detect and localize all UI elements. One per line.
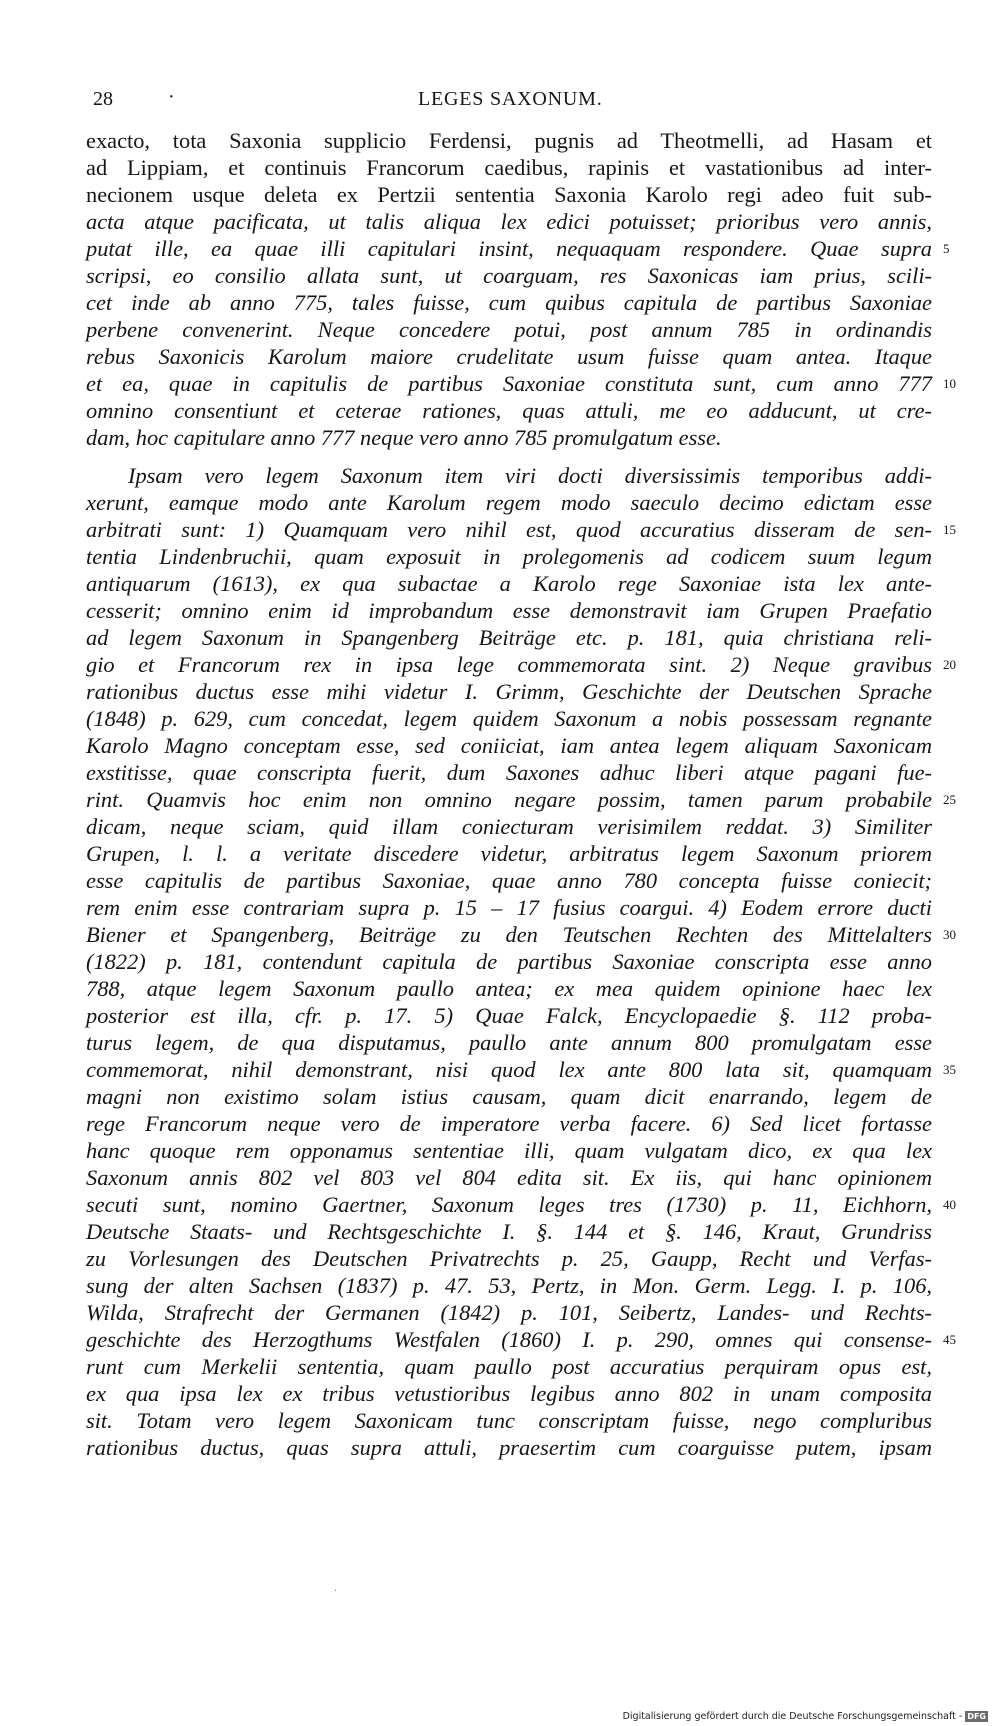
text-line: cet inde ab anno 775, tales fuisse, cum quibus capitula de partibus Saxoniae [86, 290, 932, 315]
text-line: Grupen, l. l. a veritate discedere videtur, arbitratus legem Saxonum priorem [86, 841, 932, 866]
text-line: sung der alten Sachsen (1837) p. 47. 53, Pertz, in Mon. Germ. Legg. I. p. 106, [86, 1273, 932, 1298]
dfg-logo: DFG [967, 1712, 986, 1721]
text-line: runt cum Merkelii sententia, quam paullo post accuratius perquiram opus est, [86, 1354, 932, 1379]
text-line: secuti sunt, nomino Gaertner, Saxonum leges tres (1730) p. 11, Eichhorn, [86, 1192, 932, 1217]
text-line: et ea, quae in capitulis de partibus Saxoniae constituta sunt, cum anno 777 [86, 371, 932, 396]
text-line: Ipsam vero legem Saxonum item viri docti diversissimis temporibus addi- [128, 463, 932, 488]
text-line: esse capitulis de partibus Saxoniae, quae anno 780 concepta fuisse coniecit; [86, 868, 932, 893]
text-line: rebus Saxonicis Karolum maiore crudelitate usum fuisse quam antea. Itaque [86, 344, 932, 369]
stray-mark: . [334, 1580, 337, 1594]
page-number: 28 [93, 88, 113, 110]
line-number: 45 [943, 1332, 956, 1347]
text-line: tentia Lindenbruchii, quam exposuit in prolegomenis ad codicem suum legum [86, 544, 932, 569]
running-head: LEGES SAXONUM. [418, 88, 603, 110]
text-line: magni non existimo solam istius causam, quam dicit enarrando, legem de [86, 1084, 932, 1109]
digitization-footer [623, 1711, 988, 1722]
line-number: 10 [943, 376, 956, 391]
text-line: 788, atque legem Saxonum paullo antea; ex mea quidem opinione haec lex [86, 976, 932, 1001]
line-number: 35 [943, 1062, 956, 1077]
text-line: necionem usque deleta ex Pertzii sententia Saxonia Karolo regi adeo fuit sub- [86, 182, 932, 207]
text-line: rege Francorum neque vero de imperatore verba facere. 6) Sed licet fortasse [86, 1111, 932, 1136]
text-line: Saxonum annis 802 vel 803 vel 804 edita sit. Ex iis, qui hanc opinionem [86, 1165, 932, 1190]
text-line: commemorat, nihil demonstrant, nisi quod lex ante 800 lata sit, quamquam [86, 1057, 932, 1082]
line-number: 30 [943, 927, 956, 942]
text-line: sit. Totam vero legem Saxonicam tunc conscriptam fuisse, nego compluribus [86, 1408, 932, 1433]
line-number: 15 [943, 522, 956, 537]
line-number: 5 [943, 241, 950, 256]
text-line: scripsi, eo consilio allata sunt, ut coarguam, res Saxonicas iam prius, scili- [86, 263, 932, 288]
text-line: Deutsche Staats- und Rechtsgeschichte I. §. 144 et §. 146, Kraut, Grundriss [86, 1219, 932, 1244]
line-number: 25 [943, 792, 956, 807]
text-line: Biener et Spangenberg, Beiträge zu den Teutschen Rechten des Mittelalters [86, 922, 932, 947]
text-line: putat ille, ea quae illi capitulari insint, nequaquam respondere. Quae supra [86, 236, 932, 261]
footer-text: Digitalisierung gefördert durch die Deutsche Forschungsgemeinschaft - [622, 1711, 963, 1722]
text-line: geschichte des Herzogthums Westfalen (1860) I. p. 290, omnes qui consense- [86, 1327, 932, 1352]
text-line: xerunt, eamque modo ante Karolum regem modo saeculo decimo edictam esse [86, 490, 932, 515]
text-line: rationibus ductus, quas supra attuli, praesertim cum coarguisse putem, ipsam [86, 1435, 932, 1460]
text-line: acta atque pacificata, ut talis aliqua lex edici potuisset; prioribus vero annis, [86, 209, 932, 234]
text-line: hanc quoque rem opponamus sententiae illi, quam vulgatam dico, ex qua lex [86, 1138, 932, 1163]
text-line: posterior est illa, cfr. p. 17. 5) Quae Falck, Encyclopaedie §. 112 proba- [86, 1003, 932, 1028]
text-line: Wilda, Strafrecht der Germanen (1842) p. 101, Seibertz, Landes- und Rechts- [86, 1300, 932, 1325]
text-line: antiquarum (1613), ex qua subactae a Karolo rege Saxoniae ista lex ante- [86, 571, 932, 596]
text-line: gio et Francorum rex in ipsa lege commemorata sint. 2) Neque gravibus [86, 652, 932, 677]
text-line: rint. Quamvis hoc enim non omnino negare possim, tamen parum probabile [86, 787, 932, 812]
text-line: cesserit; omnino enim id improbandum esse demonstravit iam Grupen Praefatio [86, 598, 932, 623]
text-line: arbitrati sunt: 1) Quamquam vero nihil est, quod accuratius disseram de sen- [86, 517, 932, 542]
text-line: dicam, neque sciam, quid illam coniecturam verisimilem reddat. 3) Similiter [86, 814, 932, 839]
text-line: ad Lippiam, et continuis Francorum caedibus, rapinis et vastationibus ad inter- [86, 155, 932, 180]
text-line: exstitisse, quae conscripta fuerit, dum Saxones adhuc liberi atque pagani fue- [86, 760, 932, 785]
text-line: perbene convenerint. Neque concedere potui, post annum 785 in ordinandis [86, 317, 932, 342]
text-line: (1822) p. 181, contendunt capitula de partibus Saxoniae conscripta esse anno [86, 949, 932, 974]
text-line: (1848) p. 629, cum concedat, legem quidem Saxonum a nobis possessam regnante [86, 706, 932, 731]
line-number: 20 [943, 657, 956, 672]
text-line: rem enim esse contrariam supra p. 15 – 17 fusius coargui. 4) Eodem errore ducti [86, 895, 932, 920]
header-dot: · [168, 86, 175, 108]
text-line: ex qua ipsa lex ex tribus vetustioribus legibus anno 802 in unam composita [86, 1381, 932, 1406]
text-line: Karolo Magno conceptam esse, sed coniiciat, iam antea legem aliquam Saxonicam [86, 733, 932, 758]
text-line: zu Vorlesungen des Deutschen Privatrechts p. 25, Gaupp, Recht und Verfas- [86, 1246, 932, 1271]
text-line: omnino consentiunt et ceterae rationes, quas attuli, me eo adducunt, ut cre- [86, 398, 932, 423]
line-number: 40 [943, 1197, 956, 1212]
text-line: ad legem Saxonum in Spangenberg Beiträge etc. p. 181, quia christiana reli- [86, 625, 932, 650]
text-line: dam, hoc capitulare anno 777 neque vero anno 785 promulgatum esse. [86, 425, 722, 450]
text-line: turus legem, de qua disputamus, paullo ante annum 800 promulgatam esse [86, 1030, 932, 1055]
text-line: exacto, tota Saxonia supplicio Ferdensi, pugnis ad Theotmelli, ad Hasam et [86, 128, 932, 153]
text-line: rationibus ductus esse mihi videtur I. Grimm, Geschichte der Deutschen Sprache [86, 679, 932, 704]
